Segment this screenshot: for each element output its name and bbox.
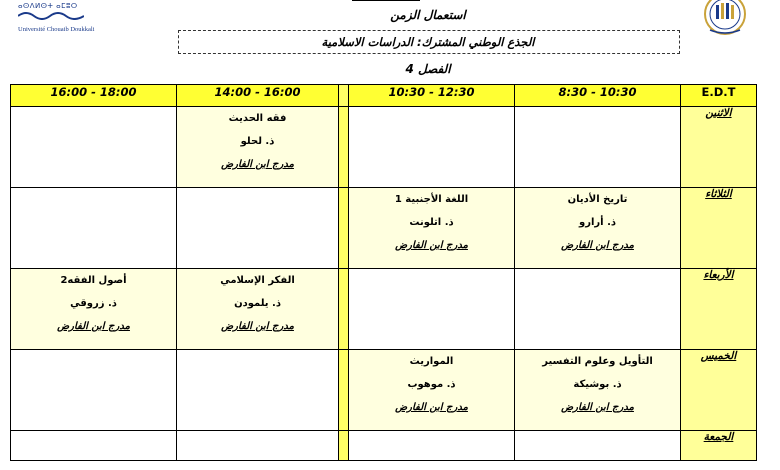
header-top-rule <box>352 0 420 1</box>
day-row <box>11 350 757 431</box>
empty-cell <box>349 269 515 350</box>
logo-university-name: Université Chouaib Doukkali <box>18 26 95 33</box>
teacher-name: ذ. أرارو <box>579 217 616 228</box>
room-name: مدرج ابن الفارض <box>561 240 634 251</box>
empty-cell <box>349 107 515 188</box>
empty-cell <box>515 107 681 188</box>
room-name: مدرج ابن الفارض <box>221 159 294 170</box>
course-name: التأويل وعلوم التفسير <box>542 356 653 367</box>
column-separator <box>339 107 349 188</box>
teacher-name: ذ. زروقي <box>70 298 117 309</box>
course-name: تاريخ الأديان <box>567 194 628 205</box>
course-cell <box>349 350 515 431</box>
empty-cell <box>11 350 177 431</box>
day-row <box>11 269 757 350</box>
slot-header: 12:30 - 10:30 <box>349 85 515 107</box>
empty-cell <box>177 431 339 461</box>
column-separator <box>339 269 349 350</box>
day-row <box>11 107 757 188</box>
column-separator <box>339 188 349 269</box>
day-row <box>11 188 757 269</box>
slot-header: 18:00 - 16:00 <box>11 85 177 107</box>
course-cell <box>177 269 339 350</box>
day-label: الخميس <box>681 350 757 431</box>
wave-icon <box>18 10 84 20</box>
column-separator <box>339 350 349 431</box>
course-name: اللغة الأجنبية 1 <box>394 194 469 205</box>
empty-cell <box>11 107 177 188</box>
semester-label: الفصل 4 <box>405 62 451 76</box>
room-name: مدرج ابن الفارض <box>221 321 294 332</box>
teacher-name: ذ. لحلو <box>240 136 275 147</box>
empty-cell <box>177 188 339 269</box>
logo-tifinagh-text: ⴰⵙⴷⵍⵙⵜ ⴰⵎⵓⵔ <box>18 2 78 10</box>
empty-cell <box>11 431 177 461</box>
day-label: الأربعاء <box>681 269 757 350</box>
course-cell <box>349 188 515 269</box>
timetable-body <box>11 107 757 461</box>
room-name: مدرج ابن الفارض <box>561 402 634 413</box>
program-name: الجذع الوطني المشترك: الدراسات الاسلامية <box>321 35 535 49</box>
teacher-name: ذ. يلمودن <box>234 298 281 309</box>
teacher-name: ذ. اتلونت <box>409 217 454 228</box>
university-emblem-icon <box>696 0 754 38</box>
empty-cell <box>11 188 177 269</box>
course-name: المواريث <box>409 356 454 367</box>
empty-cell <box>515 269 681 350</box>
slot-header: 10:30 - 8:30 <box>515 85 681 107</box>
course-cell <box>177 107 339 188</box>
column-separator <box>339 431 349 461</box>
course-name: أصول الفقه2 <box>60 275 127 286</box>
day-label: الثلاثاء <box>681 188 757 269</box>
timetable-header-row <box>11 85 757 107</box>
course-name: الفكر الإسلامي <box>220 275 295 286</box>
slot-header: 16:00 - 14:00 <box>177 85 339 107</box>
day-label: الاثنين <box>681 107 757 188</box>
course-cell <box>515 350 681 431</box>
course-name: فقه الحديث <box>228 113 287 124</box>
empty-cell <box>177 350 339 431</box>
course-cell <box>11 269 177 350</box>
day-label: الجمعة <box>681 431 757 461</box>
page-title: استعمال الزمن <box>390 8 466 22</box>
empty-cell <box>349 431 515 461</box>
room-name: مدرج ابن الفارض <box>57 321 130 332</box>
room-name: مدرج ابن الفارض <box>395 402 468 413</box>
university-logo-left <box>16 0 95 40</box>
column-separator <box>339 85 349 107</box>
timetable <box>10 84 757 461</box>
teacher-name: ذ. بوشيكة <box>573 379 622 390</box>
corner-label: E.D.T <box>681 85 757 107</box>
room-name: مدرج ابن الفارض <box>395 240 468 251</box>
empty-cell <box>515 431 681 461</box>
teacher-name: ذ. موهوب <box>407 379 456 390</box>
course-cell <box>515 188 681 269</box>
day-row <box>11 431 757 461</box>
